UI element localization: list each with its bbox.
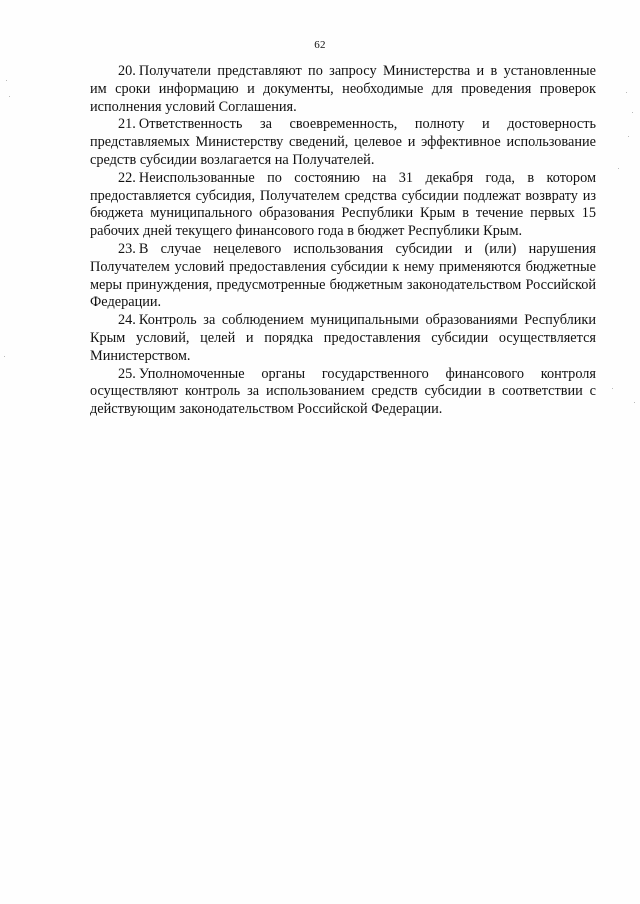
scan-speck [634, 402, 635, 403]
paragraph-24 [90, 312, 596, 365]
paragraph-number: 21. [118, 116, 136, 133]
paragraph-text: Неиспользованные по состоянию на 31 декабря года, в котором предоставляется субсидия, Получателем средства субсидии подлежат возврату из бюджета муниципального образования Республики Крым в течение первых 15 рабочих дней текущего финансового года в бюджет Республики Крым. [90, 169, 596, 240]
paragraph-number: 22. [118, 169, 136, 186]
paragraph-22 [90, 170, 596, 241]
document-body [90, 63, 596, 419]
paragraph-20 [90, 63, 596, 116]
scan-speck [628, 136, 629, 137]
scan-speck [626, 92, 627, 93]
paragraph-text: В случае нецелевого использования субсидии и (или) нарушения Получателем условий предоставления субсидии к нему применяются бюджетные меры принуждения, предусмотренные бюджетным законодательством Российской Федерации. [90, 240, 596, 311]
paragraph-23 [90, 241, 596, 312]
scan-speck [6, 80, 7, 81]
paragraph-25 [90, 366, 596, 419]
scan-speck [9, 96, 10, 97]
scan-speck [618, 168, 619, 169]
paragraph-number: 20. [118, 63, 136, 79]
paragraph-text: Контроль за соблюдением муниципальными образованиями Республики Крым условий, целей и порядка предоставления субсидии осуществляется Министерством. [90, 312, 596, 364]
paragraph-text: Получатели представляют по запросу Министерства и в установленные им сроки информацию и документы, необходимые для проведения проверок исполнения условий Соглашения. [90, 63, 596, 115]
scan-speck [632, 112, 633, 113]
scan-speck [612, 388, 613, 389]
page-number: 62 [314, 39, 326, 51]
paragraph-number: 25. [118, 365, 136, 382]
paragraph-text: Ответственность за своевременность, полноту и достоверность представляемых Министерству сведений, целевое и эффективное использование средств субсидии возлагается на Получателей. [90, 116, 596, 168]
paragraph-21 [90, 116, 596, 169]
paragraph-number: 23. [118, 240, 136, 257]
scan-speck [4, 356, 5, 357]
paragraph-number: 24. [118, 312, 136, 329]
paragraph-text: Уполномоченные органы государственного финансового контроля осуществляют контроль за использованием средств субсидии в соответствии с действующим законодательством Российской Федерации. [90, 365, 596, 418]
